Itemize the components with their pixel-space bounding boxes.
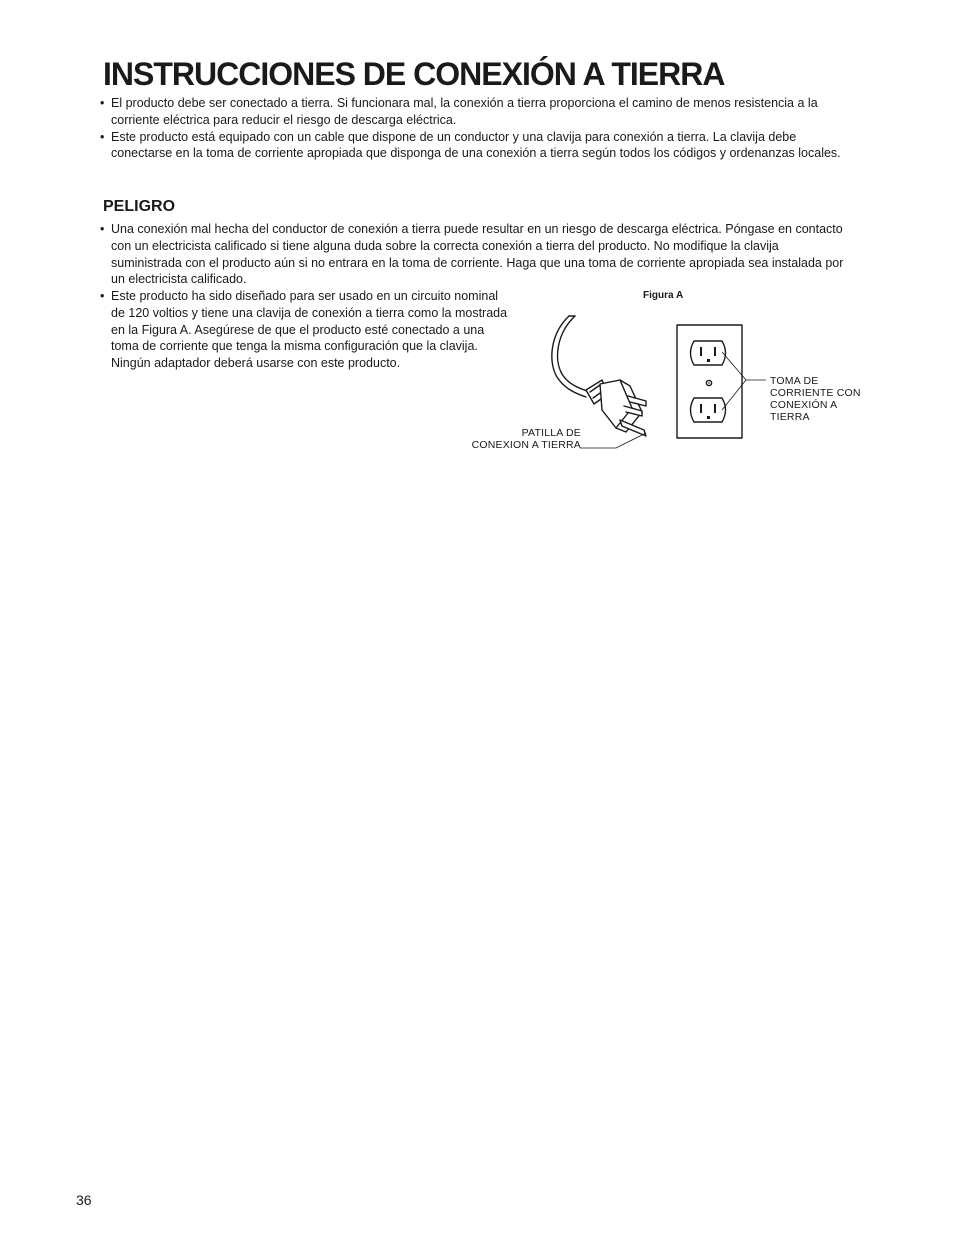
intro-bullet-2: • Este producto está equipado con un cable que dispone de un conductor y una clavija para conexión a tierra. La clavija debe conectarse en la toma de corriente apropiada que disponga de una conexión a tierra según todos los códigos y ordenanzas locales.	[100, 129, 850, 163]
danger-bullet-1: • Una conexión mal hecha del conductor de conexión a tierra puede resultar en un riesgo de descarga eléctrica. Póngase en contacto con un electricista calificado si tiene alguna duda sobre la correcta conexión a tierra del producto. No modifique la clavija suministrada con el producto aún si no entrara en la toma de corriente. Haga que una toma de corriente apropiada sea instalada por un electricista calificado.	[100, 221, 850, 288]
danger-bullet-2: • Este producto ha sido diseñado para ser usado en un circuito nominal de 120 voltios y tiene una clavija de conexión a tierra como la mostrada en la Figura A. Asegúrese de que el producto esté conectado a una toma de corriente que tenga la misma configuración que la clavija. Ningún adaptador deberá usarse con este producto.	[100, 288, 512, 372]
outlet-icon	[677, 325, 742, 438]
grounded-plug-icon	[552, 316, 646, 436]
grounded-outlet-label: TOMA DE CORRIENTE CON CONEXIÓN A TIERRA	[770, 375, 861, 423]
ground-pin-leader-line	[580, 433, 646, 448]
intro-bullet-list	[100, 95, 850, 162]
danger-heading: PELIGRO	[103, 198, 176, 215]
circuit-bullet-list	[100, 288, 512, 372]
figure-caption: Figura A	[643, 290, 684, 301]
page-number: 36	[76, 1192, 92, 1208]
danger-bullet-list	[100, 221, 850, 288]
ground-pin-label: PATILLA DE CONEXION A TIERRA	[471, 427, 581, 451]
intro-bullet-1: • El producto debe ser conectado a tierra. Si funcionara mal, la conexión a tierra proporciona el camino de menos resistencia a la corriente eléctrica para reducir el riesgo de descarga eléctrica.	[100, 95, 850, 129]
page-title: INSTRUCCIONES DE CONEXIÓN A TIERRA	[103, 56, 725, 92]
